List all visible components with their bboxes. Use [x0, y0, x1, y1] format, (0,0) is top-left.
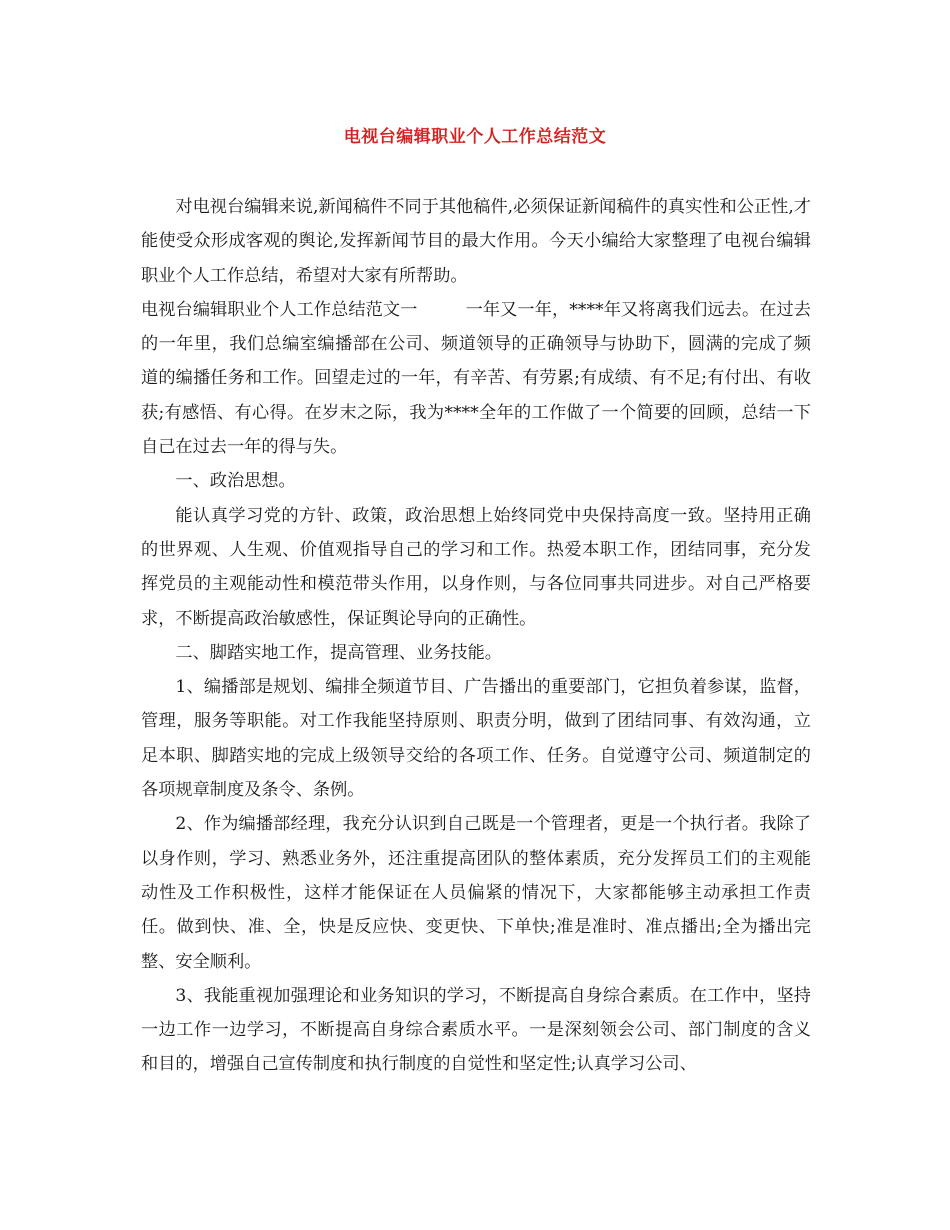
section-label: 电视台编辑职业个人工作总结范文一 — [141, 299, 418, 320]
section-paragraph — [141, 293, 811, 464]
paragraph-item-1: 1、编播部是规划、编排全频道节目、广告播出的重要部门，它担负着参谋，监督，管理，服务等职能。对工作我能坚持原则、职责分明，做到了团结同事、有效沟通，立足本职、脚踏实地的完成上级领导交给的各项工作、任务。自觉遵守公司、频道制定的各项规章制度及条令、条例。 — [141, 677, 811, 801]
heading-work: 二、脚踏实地工作，提高管理、业务技能。 — [175, 642, 502, 663]
paragraph-item-3: 3、我能重视加强理论和业务知识的学习，不断提高自身综合素质。在工作中，坚持一边工作一边学习，不断提高自身综合素质水平。一是深刻领会公司、部门制度的含义和目的，增强自己宣传制度和执行制度的自觉性和坚定性;认真学习公司、 — [141, 985, 811, 1075]
paragraph-political: 能认真学习党的方针、政策，政治思想上始终同党中央保持高度一致。坚持用正确的世界观、人生观、价值观指导自己的学习和工作。热爱本职工作，团结同事，充分发挥党员的主观能动性和模范带头作用，以身作则，与各位同事共同进步。对自己严格要求，不断提高政治敏感性，保证舆论导向的正确性。 — [141, 505, 811, 629]
document-title: 电视台编辑职业个人工作总结范文 — [343, 127, 607, 147]
paragraph-item-2: 2、作为编播部经理，我充分认识到自己既是一个管理者，更是一个执行者。我除了以身作则，学习、熟悉业务外，还注重提高团队的整体素质，充分发挥员工们的主观能动性及工作积极性，这样才能保证在人员偏紧的情况下，大家都能够主动承担工作责任。做到快、准、全，快是反应快、变更快、下单快;准是准时、准点播出;全为播出完整、安全顺利。 — [141, 814, 811, 972]
section-first-text: 一年又一年，****年又将离我们远去。在过去的一年里，我们总编室编播部在公司、频道领导的正确领导与协助下，圆满的完成了频道的编播任务和工作。回望走过的一年，有辛苦、有劳累;有成绩、有不足;有付出、有收获;有感悟、有心得。在岁末之际，我为****全年的工作做了一个简要的回顾，总结一下自己在过去一年的得与失。 — [141, 299, 811, 458]
document-body — [141, 190, 811, 1082]
intro-paragraph: 对电视台编辑来说,新闻稿件不同于其他稿件,必须保证新闻稿件的真实性和公正性,才能使受众形成客观的舆论,发挥新闻节目的最大作用。今天小编给大家整理了电视台编辑职业个人工作总结，希望对大家有所帮助。 — [141, 197, 811, 286]
heading-political: 一、政治思想。 — [175, 471, 296, 492]
